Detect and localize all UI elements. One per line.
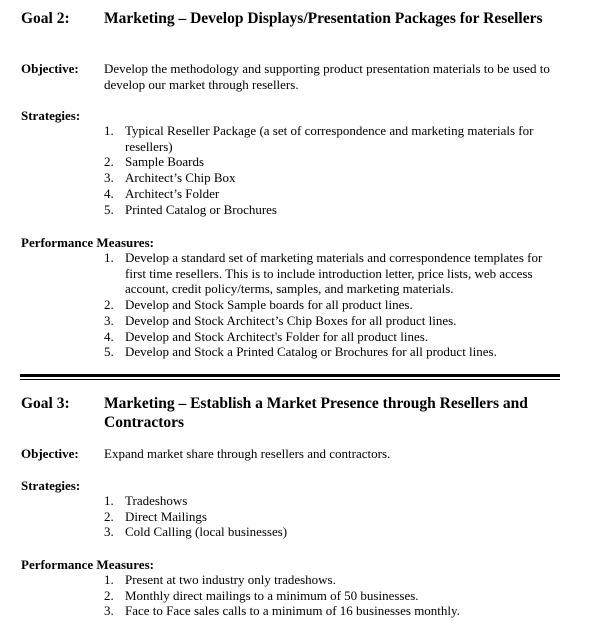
goal-2-objective-label: Objective: — [21, 61, 79, 76]
goal-2-label: Goal 2: — [21, 10, 70, 27]
list-item — [104, 493, 564, 509]
list-number: 1. — [104, 123, 114, 138]
list-number: 1. — [104, 572, 114, 587]
list-number: 2. — [104, 297, 114, 313]
list-item-text: Develop and Stock Sample boards for all product lines. — [125, 297, 413, 313]
list-item-text: Direct Mailings — [125, 508, 207, 524]
list-item — [104, 297, 564, 313]
goal-3-strategies-list — [104, 493, 564, 540]
list-number: 4. — [104, 185, 114, 201]
list-item-text: Present at two industry only tradeshows. — [125, 572, 336, 587]
goal-2-strategies-label: Strategies: — [21, 108, 81, 123]
goal-3-measures-label: Performance Measures: — [21, 557, 154, 572]
list-item — [104, 123, 564, 154]
section-divider-thick — [20, 374, 560, 377]
list-item — [104, 572, 564, 588]
goal-3-title: Marketing – Establish a Market Presence through Resellers and Contractors — [104, 395, 528, 431]
goal-3-objective-text: Expand market share through resellers and contractors. — [104, 446, 391, 461]
list-item — [104, 588, 564, 604]
list-item — [104, 313, 564, 329]
list-number: 2. — [104, 154, 114, 170]
list-item-text: Typical Reseller Package (a set of correspondence and marketing materials for resellers) — [125, 123, 534, 154]
list-item — [104, 603, 564, 619]
goal-3-measures-list — [104, 572, 564, 619]
list-item — [104, 202, 564, 218]
list-number: 3. — [104, 312, 114, 328]
list-item-text: Cold Calling (local businesses) — [125, 524, 288, 540]
section-divider-thin — [20, 379, 560, 380]
list-item — [104, 329, 564, 345]
list-item — [104, 170, 564, 186]
goal-2-measures-label: Performance Measures: — [21, 235, 154, 250]
goal-2-measures-list — [104, 250, 564, 360]
list-number: 3. — [104, 603, 114, 619]
list-item — [104, 344, 564, 360]
list-item — [104, 524, 564, 540]
goal-3-label: Goal 3: — [21, 395, 70, 412]
list-item-text: Develop and Stock Architect’s Chip Boxes for all product lines. — [125, 312, 457, 328]
list-number: 4. — [104, 328, 114, 344]
goal-2-strategies-list — [104, 123, 564, 217]
list-item-text: Face to Face sales calls to a minimum of 16 businesses monthly. — [125, 603, 460, 619]
list-item — [104, 154, 564, 170]
list-item — [104, 186, 564, 202]
list-number: 2. — [104, 587, 114, 603]
list-number: 1. — [104, 493, 114, 508]
goal-3-strategies-label: Strategies: — [21, 478, 81, 493]
list-item-text: Architect’s Folder — [125, 185, 220, 201]
list-item — [104, 250, 564, 297]
list-item-text: Develop a standard set of marketing materials and correspondence templates for first time resellers. This is to include introduction letter, price lists, web access account, credit policy/terms, samples, and marketing materials. — [125, 250, 543, 297]
list-item-text: Tradeshows — [125, 493, 188, 508]
goal-2-title: Marketing – Develop Displays/Presentation Packages for Resellers — [104, 10, 543, 27]
list-number: 5. — [104, 344, 114, 360]
list-number: 3. — [104, 524, 114, 540]
list-item-text: Printed Catalog or Brochures — [125, 201, 277, 217]
list-item-text: Sample Boards — [125, 154, 205, 170]
list-number: 5. — [104, 201, 114, 217]
list-number: 1. — [104, 250, 114, 265]
goal-3-objective-label: Objective: — [21, 446, 79, 461]
list-item-text: Architect’s Chip Box — [125, 170, 236, 186]
list-number: 2. — [104, 508, 114, 524]
list-item-text: Develop and Stock a Printed Catalog or Brochures for all product lines. — [125, 344, 497, 360]
list-item — [104, 509, 564, 525]
list-item-text: Monthly direct mailings to a minimum of 50 businesses. — [125, 587, 419, 603]
goal-2-objective-text: Develop the methodology and supporting product presentation materials to be used to develop our market through resellers. — [104, 61, 550, 92]
list-item-text: Develop and Stock Architect's Folder for all product lines. — [125, 328, 429, 344]
list-number: 3. — [104, 170, 114, 186]
